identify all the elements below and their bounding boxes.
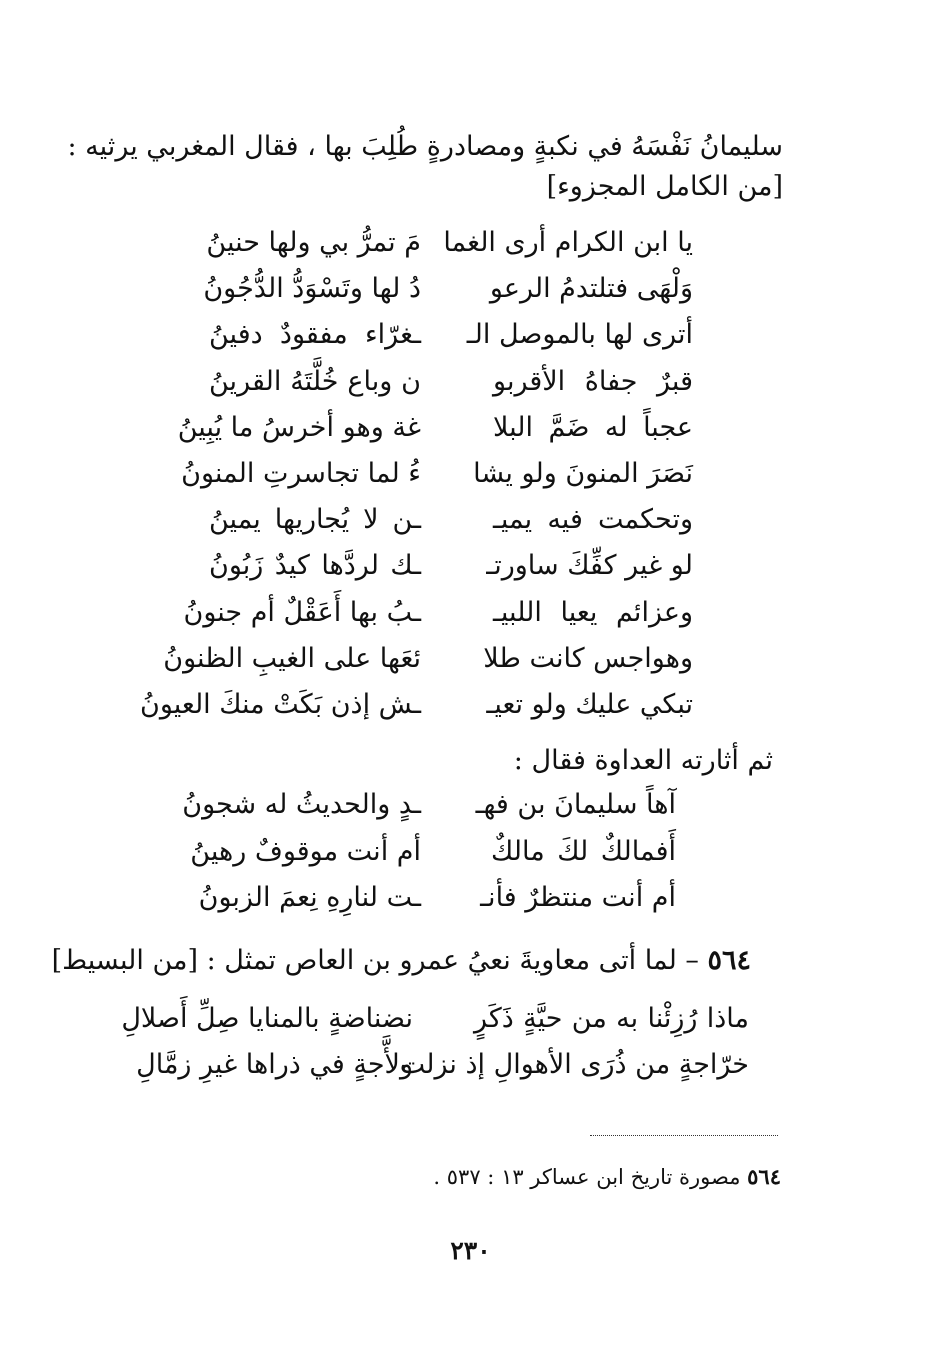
verse-first-hemistich: عجباً له ضَمَّ البلا [493, 411, 693, 443]
verse-first-hemistich: أَفمالكٌ لكَ مالكٌ [491, 835, 676, 867]
footnote-number: ٥٦٤ [747, 1164, 781, 1189]
verse-first-hemistich: قبرٌ جفاهُ الأقربو [493, 365, 693, 397]
verse-second-hemistich: ـش إذن بَكَتْ منكَ العيونُ [140, 689, 421, 720]
verse-first-hemistich: أترى لها بالموصل الـ [466, 319, 693, 351]
verse-first-hemistich: وَلْهَى فتلتدمُ الرعو [489, 273, 693, 305]
entry-text: – لما أتى معاويةَ نعيُ عمرو بن العاص تمثل : [من البسيط] [51, 945, 708, 976]
verse-first-hemistich: ماذا رُزِئْنا به من حيَّةٍ ذَكَرٍ [474, 1003, 749, 1034]
verse-line [0, 220, 941, 266]
verse-second-hemistich: ئعَها على الغيبِ الظنونُ [163, 642, 421, 674]
verse-first-hemistich: نَصَرَ المنونَ ولو يشا [473, 458, 693, 489]
verse-second-hemistich: أم أنت موقوفٌ رهينُ [190, 835, 421, 867]
verse-second-hemistich: ـن لا يُجاريها يمينُ [209, 504, 421, 536]
verse-first-hemistich: أم أنت منتظرٌ فأنـ [480, 882, 676, 913]
verse-line [0, 682, 941, 728]
entry-number: ٥٦٤ [707, 945, 751, 976]
verse-line [0, 312, 941, 358]
verse-second-hemistich: دُ لها وتَسْوَدُّ الدُّجُونُ [203, 273, 421, 305]
verse-second-hemistich: ـت لنارِهِ نِعمَ الزبونُ [198, 882, 421, 913]
verse-second-hemistich: مَ تمرُّ بي ولها حنينُ [206, 227, 421, 258]
verse-second-hemistich: نضناضةٍ بالمنايا صِلِّ أَصلالِ [121, 1003, 413, 1034]
verse-first-hemistich: وهواجس كانت طلا [483, 642, 693, 674]
verse-first-hemistich: آهاً سليمانَ بن فهـ [475, 789, 676, 820]
verse-line [0, 636, 941, 682]
verse-line [0, 543, 941, 589]
footnote-text: مصورة تاريخ ابن عساكر ١٣ : ٥٣٧ . [433, 1165, 748, 1189]
verse-first-hemistich: تبكي عليك ولو تعيـ [486, 689, 693, 720]
verse-second-hemistich: غة وهو أخرسُ ما يُبِينُ [177, 411, 421, 443]
entry-564-heading [52, 944, 751, 978]
verse-first-hemistich: يا ابن الكرام أرى الغما [443, 227, 693, 258]
verse-line [0, 829, 941, 875]
verse-first-hemistich: وتحكمت فيه يميـ [493, 504, 693, 536]
verse-second-hemistich: ـك لردَّها كيدٌ زَبُونُ [209, 550, 421, 582]
intro-line: سليمانُ نَفْسَهُ في نكبةٍ ومصادرةٍ طُلِبَ بها ، فقال المغربي يرثيه : [67, 131, 783, 162]
verse-second-hemistich: ـدٍ والحديثُ له شجونُ [182, 789, 421, 820]
verse-second-hemistich: ءُ لما تجاسرتِ المنونُ [181, 458, 421, 489]
page-number: ٢٣٠ [450, 1236, 491, 1265]
verse-first-hemistich: لو غير كفِّكَ ساورتـ [486, 550, 693, 582]
verse-line [0, 359, 941, 405]
verse-line [0, 782, 941, 828]
footnote-separator [590, 1135, 778, 1136]
verse-line [0, 875, 941, 921]
verse-line [0, 405, 941, 451]
transition-line: ثم أثارته العداوة فقال : [513, 745, 773, 776]
verse-line [0, 497, 941, 543]
verse-line [0, 996, 941, 1042]
verse-second-hemistich: ن وباع خُلَّتَهُ القرينُ [209, 365, 421, 397]
verse-line [0, 266, 941, 312]
verse-second-hemistich: ـغرّاء مفقودٌ دفينُ [209, 319, 421, 351]
verse-line [0, 1042, 941, 1088]
verse-first-hemistich: وعزائم يعيا اللبيـ [493, 596, 693, 628]
verse-second-hemistich: ـبُ بها أَعَقْلٌ أم جنونُ [183, 596, 421, 628]
verse-second-hemistich: ولأَّجةٍ في ذراها غيرِ زمَّالِ [136, 1049, 413, 1080]
meter-label: [من الكامل المجزوء] [546, 171, 783, 202]
verse-line [0, 451, 941, 497]
verse-first-hemistich: خرّاجةٍ من ذُرَى الأهوالِ إذ نزلت [399, 1049, 749, 1080]
footnote [433, 1162, 781, 1192]
verse-line [0, 590, 941, 636]
